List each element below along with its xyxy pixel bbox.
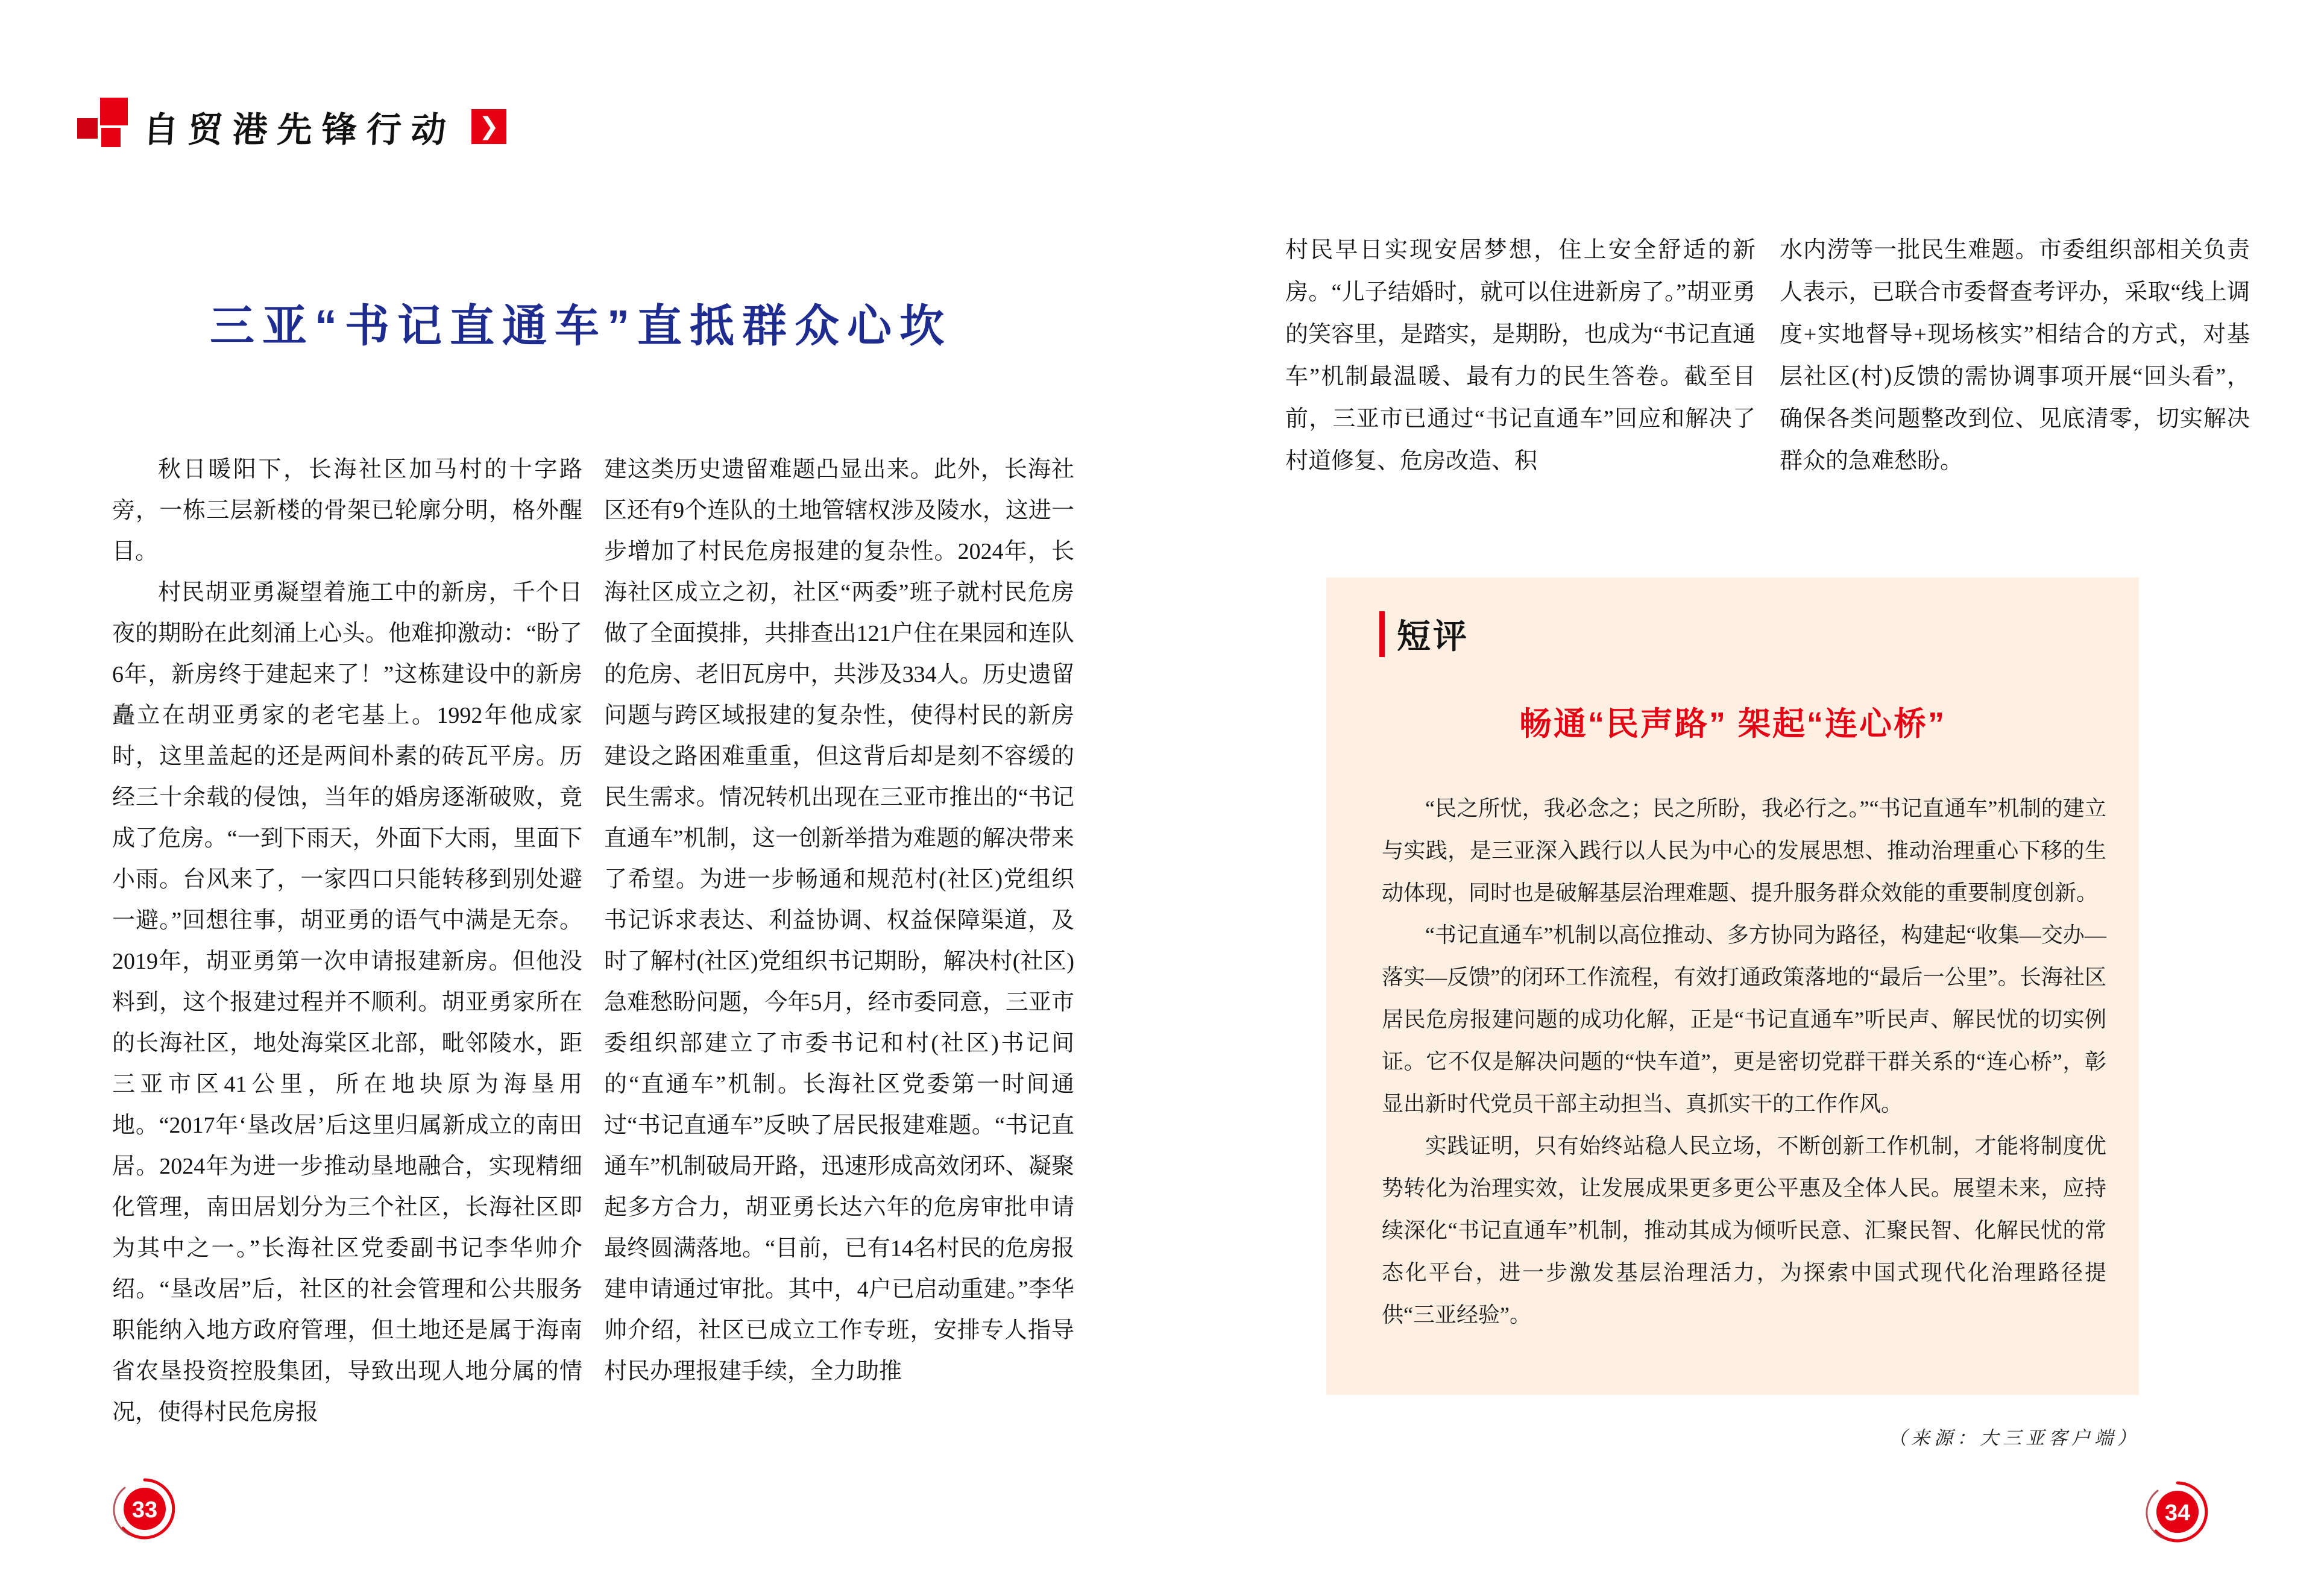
paragraph: 建这类历史遗留难题凸显出来。此外，长海社区还有9个连队的土地管辖权涉及陵水，这进一步增加了村民危房报建的复杂性。2024年，长海社区成立之初，社区“两委”班子就村民危房做了全面摸排，共排查出121户住在果园和连队的危房、老旧瓦房中，共涉及334人。历史遗留问题与跨区域报建的复杂性，使得村民的新房建设之路困难重重，但这背后却是刻不容缓的民生需求。情况转机出现在三亚市推出的“书记直通车”机制，这一创新举措为难题的解决带来了希望。为进一步畅通和规范村(社区)党组织书记诉求表达、利益协调、权益保障渠道，及时了解村(社区)党组织书记期盼，解决村(社区)急难愁盼问题，今年5月，经市委同意，三亚市委组织部建立了市委书记和村(社区)书记间的“直通车”机制。长海社区党委第一时间通过“书记直通车”反映了居民报建难题。“书记直通车”机制破局开路，迅速形成高效闭环、凝聚起多方合力，胡亚勇长达六年的危房审批申请最终圆满落地。“目前，已有14名村民的危房报建申请通过审批。其中，4户已启动重建。”李华帅介绍，社区已成立工作专班，安排专人指导村民办理报建手续，全力助推 xyxy=(604,457,1074,1384)
page-number-badge-33 xyxy=(109,1473,181,1545)
article-column-2 xyxy=(604,449,1074,1477)
right-page-columns xyxy=(1285,229,2250,492)
article-column-4 xyxy=(1780,229,2250,492)
commentary-body xyxy=(1382,787,2106,1336)
commentary-label: 短评 xyxy=(1397,617,1469,655)
page-number-badge-34 xyxy=(2141,1476,2214,1548)
article-title: 三亚“书记直通车”直抵群众心坎 xyxy=(210,300,952,351)
paragraph: “民之所忧，我必念之；民之所盼，我必行之。”“书记直通车”机制的建立与实践，是三亚深入践行以人民为中心的发展思想、推动治理重心下移的生动体现，同时也是破解基层治理难题、提升服务群众效能的重要制度创新。 xyxy=(1382,796,2106,905)
page-number-right: 34 xyxy=(2164,1500,2191,1526)
logo-square-top xyxy=(100,98,128,125)
commentary-title: 畅通“民声路” 架起“连心桥” xyxy=(1519,706,1946,742)
source-note: （来源：大三亚客户端） xyxy=(1888,1427,2140,1449)
commentary-label-row xyxy=(1379,610,1469,658)
logo-square-bottom xyxy=(101,128,121,147)
logo-square-left xyxy=(77,118,98,139)
paragraph: 村民胡亚勇凝望着施工中的新房，千个日夜的期盼在此刻涌上心头。他难抑激动：“盼了6年，新房终于建起来了！”这栋建设中的新房矗立在胡亚勇家的老宅基上。1992年他成家时，这里盖起的还是两间朴素的砖瓦平房。历经三十余载的侵蚀，当年的婚房逐渐破败，竟成了危房。“一到下雨天，外面下大雨，里面下小雨。台风来了，一家四口只能转移到别处避一避。”回想往事，胡亚勇的语气中满是无奈。2019年，胡亚勇第一次申请报建新房。但他没料到，这个报建过程并不顺利。胡亚勇家所在的长海社区，地处海棠区北部，毗邻陵水，距三亚市区41公里，所在地块原为海垦用地。“2017年‘垦改居’后这里归属新成立的南田居。2024年为进一步推动垦地融合，实现精细化管理，南田居划分为三个社区，长海社区即为其中之一。”长海社区党委副书记李华帅介绍。“垦改居”后，社区的社会管理和公共服务职能纳入地方政府管理，但土地还是属于海南省农垦投资控股集团，导致出现人地分属的情况，使得村民危房报 xyxy=(112,580,582,1425)
masthead-brand-calligraphy: 自贸港先锋行动 xyxy=(142,110,457,149)
paragraph: 实践证明，只有始终站稳人民立场，不断创新工作机制，才能将制度优势转化为治理实效，让发展成果更多更公平惠及全体人民。展望未来，应持续深化“书记直通车”机制，推动其成为倾听民意、汇聚民智、化解民忧的常态化平台，进一步激发基层治理活力，为探索中国式现代化治理路径提供“三亚经验”。 xyxy=(1382,1134,2106,1327)
red-bar-decoration xyxy=(1379,611,1385,657)
pixel-cross-logo-icon xyxy=(77,96,128,157)
paragraph: “书记直通车”机制以高位推动、多方协同为路径，构建起“收集—交办—落实—反馈”的闭环工作流程，有效打通政策落地的“最后一公里”。长海社区居民危房报建问题的成功化解，正是“书记直通车”听民声、解民忧的切实例证。它不仅是解决问题的“快车道”，更是密切党群干群关系的“连心桥”，彰显出新时代党员干部主动担当、真抓实干的工作作风。 xyxy=(1382,923,2106,1116)
paragraph: 秋日暖阳下，长海社区加马村的十字路旁，一栋三层新楼的骨架已轮廓分明，格外醒目。 xyxy=(112,457,582,564)
commentary-box xyxy=(1326,577,2139,1395)
chevron-right-icon: ❯ xyxy=(471,109,506,144)
masthead xyxy=(77,96,506,157)
paragraph: 水内涝等一批民生难题。市委组织部相关负责人表示，已联合市委督查考评办，采取“线上调度+实地督导+现场核实”相结合的方式，对基层社区(村)反馈的需协调事项开展“回头看”，确保各类问题整改到位、见底清零，切实解决群众的急难愁盼。 xyxy=(1780,238,2250,474)
article-column-3 xyxy=(1285,229,1756,492)
left-page-columns xyxy=(112,449,1074,1477)
paragraph: 村民早日实现安居梦想，住上安全舒适的新房。“儿子结婚时，就可以住进新房了。”胡亚勇的笑容里，是踏实，是期盼，也成为“书记直通车”机制最温暖、最有力的民生答卷。截至目前，三亚市已通过“书记直通车”回应和解决了村道修复、危房改造、积 xyxy=(1285,238,1756,474)
article-column-1 xyxy=(112,449,582,1477)
page-number-left: 33 xyxy=(131,1497,158,1523)
